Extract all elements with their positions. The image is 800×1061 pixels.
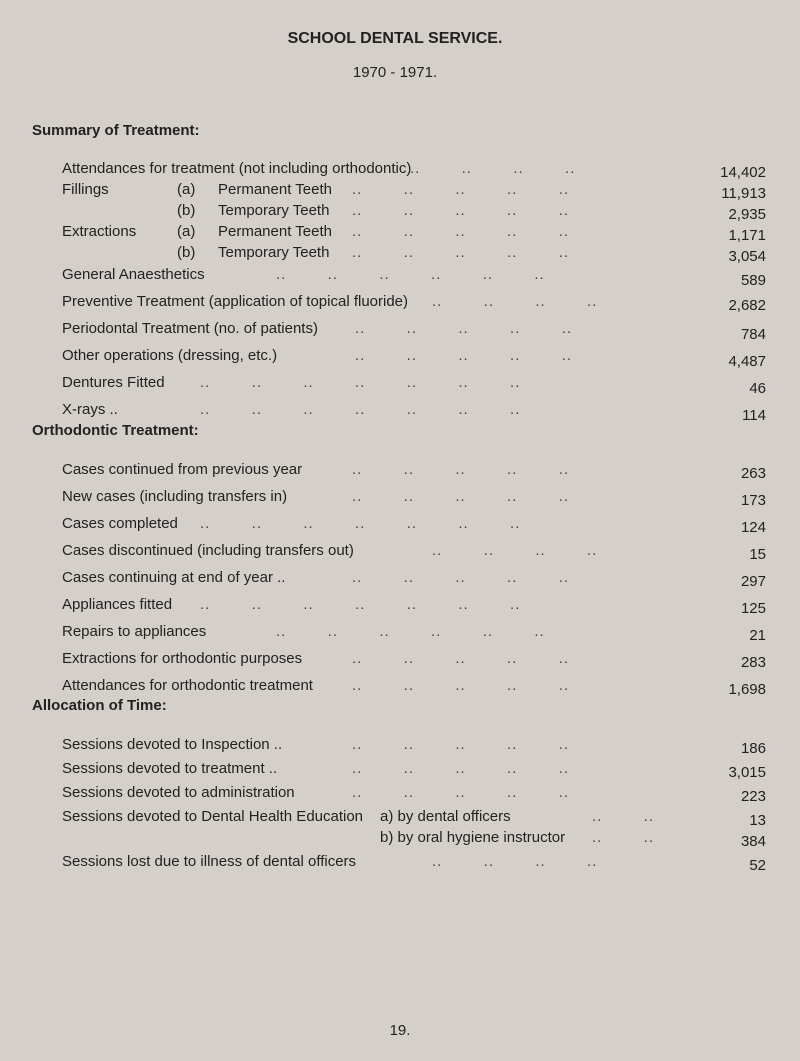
ortho-row-value: 124 [740, 519, 766, 536]
leader-dots: .. .. .. .. .. .. [276, 623, 545, 640]
leader-dots: .. .. .. .. .. [352, 784, 570, 801]
leader-dots: .. .. [592, 808, 655, 825]
allocation-heading: Allocation of Time: [32, 697, 167, 714]
page-title: SCHOOL DENTAL SERVICE. [287, 30, 503, 47]
extractions-a-value: 1,171 [728, 227, 766, 244]
health-a-value: 13 [749, 812, 766, 829]
administration-label: Sessions devoted to administration [62, 784, 295, 801]
attendances-value: 14,402 [720, 164, 766, 181]
ortho-row-label: Appliances fitted [62, 596, 173, 613]
ortho-row-label: Cases continued from previous year [62, 461, 303, 478]
periodontal-label: Periodontal Treatment (no. of patients) [62, 320, 318, 337]
health-education-label: Sessions devoted to Dental Health Education [62, 808, 364, 825]
year-range: 1970 - 1971. [352, 64, 438, 81]
extractions-b-marker: (b) [177, 244, 196, 261]
leader-dots: .. .. .. .. .. [352, 650, 570, 667]
extractions-b-label: Temporary Teeth [218, 244, 330, 261]
extractions-label: Extractions [62, 223, 137, 240]
leader-dots: .. .. .. .. .. [352, 181, 570, 198]
extractions-a-marker: (a) [177, 223, 196, 240]
fillings-a-marker: (a) [177, 181, 196, 198]
ortho-row-value: 283 [740, 654, 766, 671]
fillings-label: Fillings [62, 181, 109, 198]
extractions-b-value: 3,054 [728, 248, 766, 265]
ortho-row-label: Extractions for orthodontic purposes [62, 650, 303, 667]
extractions-a-label: Permanent Teeth [218, 223, 332, 240]
ortho-row-label: New cases (including transfers in) [62, 488, 288, 505]
leader-dots: .. .. .. .. [432, 853, 598, 870]
ortho-row-label: Cases continuing at end of year .. [62, 569, 286, 586]
dentures-value: 46 [749, 380, 766, 397]
orthodontic-heading: Orthodontic Treatment: [32, 422, 199, 439]
fillings-b-label: Temporary Teeth [218, 202, 330, 219]
xrays-label: X-rays .. [62, 401, 118, 418]
page-number: 19. [389, 1022, 411, 1039]
ortho-row-value: 173 [740, 492, 766, 509]
leader-dots: .. .. [592, 829, 655, 846]
fillings-b-value: 2,935 [728, 206, 766, 223]
summary-heading: Summary of Treatment: [32, 122, 200, 139]
ortho-row-label: Cases completed [62, 515, 178, 532]
preventive-label: Preventive Treatment (application of topical fluoride) [62, 293, 409, 310]
administration-value: 223 [740, 788, 766, 805]
preventive-value: 2,682 [728, 297, 766, 314]
ortho-row-value: 125 [740, 600, 766, 617]
ortho-row-value: 1,698 [728, 681, 766, 698]
leader-dots: .. .. .. .. .. .. .. [200, 401, 521, 418]
dentures-label: Dentures Fitted [62, 374, 165, 391]
general-anaesthetics-value: 589 [740, 272, 766, 289]
fillings-a-label: Permanent Teeth [218, 181, 332, 198]
leader-dots: .. .. .. .. [432, 293, 598, 310]
ortho-row-value: 15 [749, 546, 766, 563]
health-b-value: 384 [740, 833, 766, 850]
health-a-label: a) by dental officers [380, 808, 511, 825]
leader-dots: .. .. .. .. .. .. [276, 266, 545, 283]
leader-dots: .. .. .. .. .. [352, 461, 570, 478]
treatment-sessions-value: 3,015 [728, 764, 766, 781]
inspection-label: Sessions devoted to Inspection .. [62, 736, 283, 753]
leader-dots: .. .. .. .. .. .. .. [200, 515, 521, 532]
leader-dots: .. .. .. .. .. [355, 320, 573, 337]
ortho-row-label: Attendances for orthodontic treatment [62, 677, 313, 694]
ortho-row-value: 21 [749, 627, 766, 644]
leader-dots: .. .. .. .. .. [352, 488, 570, 505]
other-operations-label: Other operations (dressing, etc.) [62, 347, 278, 364]
ortho-row-label: Cases discontinued (including transfers out) [62, 542, 354, 559]
leader-dots: .. .. .. .. .. .. .. [200, 374, 521, 391]
ortho-row-value: 297 [740, 573, 766, 590]
leader-dots: .. .. .. .. .. [352, 223, 570, 240]
leader-dots: .. .. .. .. .. [352, 760, 570, 777]
illness-value: 52 [749, 857, 766, 874]
illness-label: Sessions lost due to illness of dental officers [62, 853, 357, 870]
xrays-value: 114 [742, 407, 766, 424]
fillings-b-marker: (b) [177, 202, 196, 219]
health-b-label: b) by oral hygiene instructor [380, 829, 566, 846]
leader-dots: .. .. .. .. .. .. .. [200, 596, 521, 613]
leader-dots: .. .. .. .. .. [352, 569, 570, 586]
ortho-row-value: 263 [740, 465, 766, 482]
leader-dots: .. .. .. .. [410, 160, 576, 177]
inspection-value: 186 [740, 740, 766, 757]
treatment-sessions-label: Sessions devoted to treatment .. [62, 760, 278, 777]
leader-dots: .. .. .. .. .. [352, 202, 570, 219]
leader-dots: .. .. .. .. .. [352, 736, 570, 753]
leader-dots: .. .. .. .. [432, 542, 598, 559]
periodontal-value: 784 [740, 326, 766, 343]
attendances-label: Attendances for treatment (not including orthodontic) [62, 160, 412, 177]
leader-dots: .. .. .. .. .. [352, 677, 570, 694]
ortho-row-label: Repairs to appliances [62, 623, 207, 640]
fillings-a-value: 11,913 [721, 185, 766, 202]
leader-dots: .. .. .. .. .. [355, 347, 573, 364]
leader-dots: .. .. .. .. .. [352, 244, 570, 261]
other-operations-value: 4,487 [728, 353, 766, 370]
general-anaesthetics-label: General Anaesthetics [62, 266, 205, 283]
